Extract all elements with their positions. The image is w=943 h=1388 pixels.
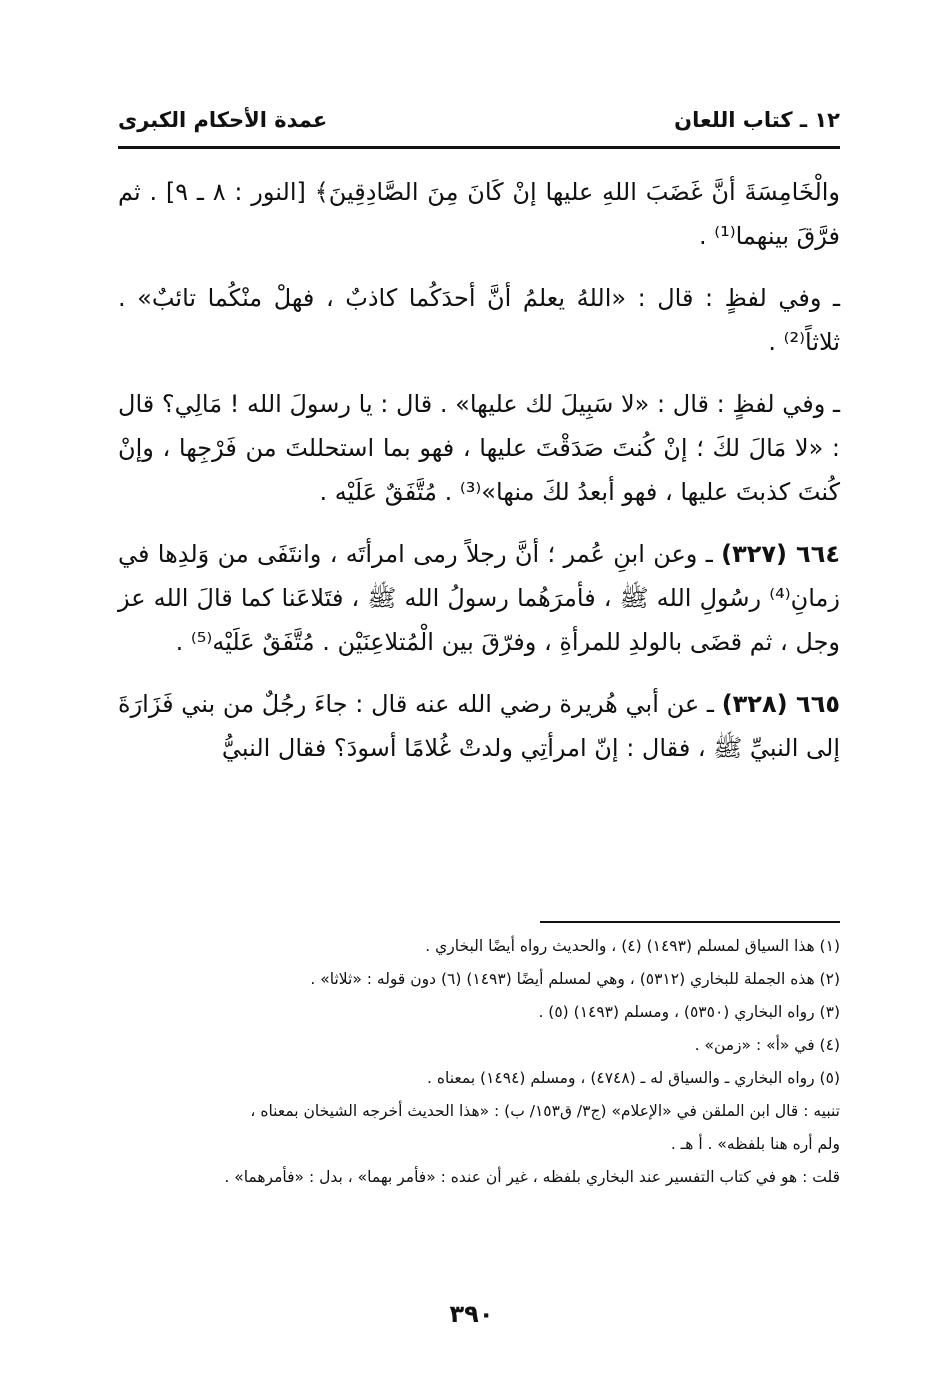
footnote-divider: [540, 921, 840, 923]
footnote: (٢) هذه الجملة للبخاري (٥٣١٢) ، وهي لمسلم أيضًا (١٤٩٣) (٦) دون قوله : «ثلاثا» .: [310, 970, 840, 988]
footnote-note: قلت : هو في كتاب التفسير عند البخاري بلفظه ، غير أن عنده : «فأمر بهما» ، بدل : «فأمرهما» .: [224, 1168, 840, 1186]
footnote: (٥) رواه البخاري ـ والسياق له ـ (٤٧٤٨) ، ومسلم (١٤٩٤) بمعناه .: [427, 1069, 840, 1087]
hadith-665: [118, 682, 840, 770]
paragraph-variant-1: ـ وفي لفظٍ : قال : «اللهُ يعلمُ أنَّ أحدَكُما كاذبٌ ، فهلْ منْكُما تائبٌ» . ثلاثاً⁽²⁾ .: [118, 284, 840, 356]
main-text: [118, 170, 840, 788]
hadith-number: ٦٦٤ (٣٢٧): [721, 540, 840, 568]
footnote: (١) هذا السياق لمسلم (١٤٩٣) (٤) ، والحديث رواه أيضًا البخاري .: [425, 937, 840, 955]
hadith-664: [118, 532, 840, 664]
hadith-text: ـ عن أبي هُريرة رضي الله عنه قال : جاءَ رجُلٌ من بني فَزَارَةَ إلى النبيِّ ﷺ ، فقال : إنّ امرأتِي ولدتْ غُلامًا أسودَ؟ فقال النبيُّ: [118, 690, 840, 762]
book-title: عمدة الأحكام الكبرى: [118, 108, 328, 132]
hadith-text: ـ وعن ابنِ عُمر ؛ أنَّ رجلاً رمى امرأتَه ، وانتَفَى من وَلدِها في زمانِ⁽⁴⁾ رسُولِ الله ﷺ ، فأمرَهُما رسولُ الله ﷺ ، فتَلاعَنا كما قالَ الله عز وجل ، ثم قضَى بالولدِ للمرأةِ ، وفرّقَ بين الْمُتلاعِنَيْن . مُتَّفَقٌ عَلَيْه⁽⁵⁾ .: [118, 540, 840, 656]
paragraph-variant-2: ـ وفي لفظٍ : قال : «لا سَبِيلَ لك عليها» . قال : يا رسولَ الله ! مَالِي؟ قال : «لا مَالَ لكَ ؛ إنْ كُنتَ صَدَقْتَ عليها ، فهو بما استحللتَ من فَرْجِها ، وإنْ كُنتَ كذبتَ عليها ، فهو أبعدُ لكَ منها»⁽³⁾ . مُتَّفَقٌ عَلَيْه .: [118, 390, 840, 506]
page-number: ٣٩٠: [449, 1300, 494, 1328]
chapter-title: ١٢ ـ كتاب اللعان: [674, 108, 840, 132]
hadith-number: ٦٦٥ (٣٢٨): [721, 690, 840, 718]
footnotes: [118, 930, 840, 1194]
footnote-note: تنبيه : قال ابن الملقن في «الإعلام» (ج٣/ ق١٥٣/ ب) : «هذا الحديث أخرجه الشيخان بمعناه ،: [250, 1102, 840, 1120]
header-divider: [118, 146, 840, 149]
footnote: (٤) في «أ» : «زمن» .: [694, 1036, 840, 1054]
footnote-note: ولم أره هنا بلفظه» . أ هـ .: [670, 1135, 840, 1153]
paragraph-verse-end: والْخَامِسَةَ أنَّ غَضَبَ اللهِ عليها إنْ كَانَ مِنَ الصَّادِقِينَ﴾ [النور : ٨ ـ ٩] . ثم فرَّقَ بينهما⁽¹⁾ .: [118, 178, 841, 250]
running-header: [118, 108, 840, 144]
footnote: (٣) رواه البخاري (٥٣٥٠) ، ومسلم (١٤٩٣) (٥) .: [538, 1003, 840, 1021]
